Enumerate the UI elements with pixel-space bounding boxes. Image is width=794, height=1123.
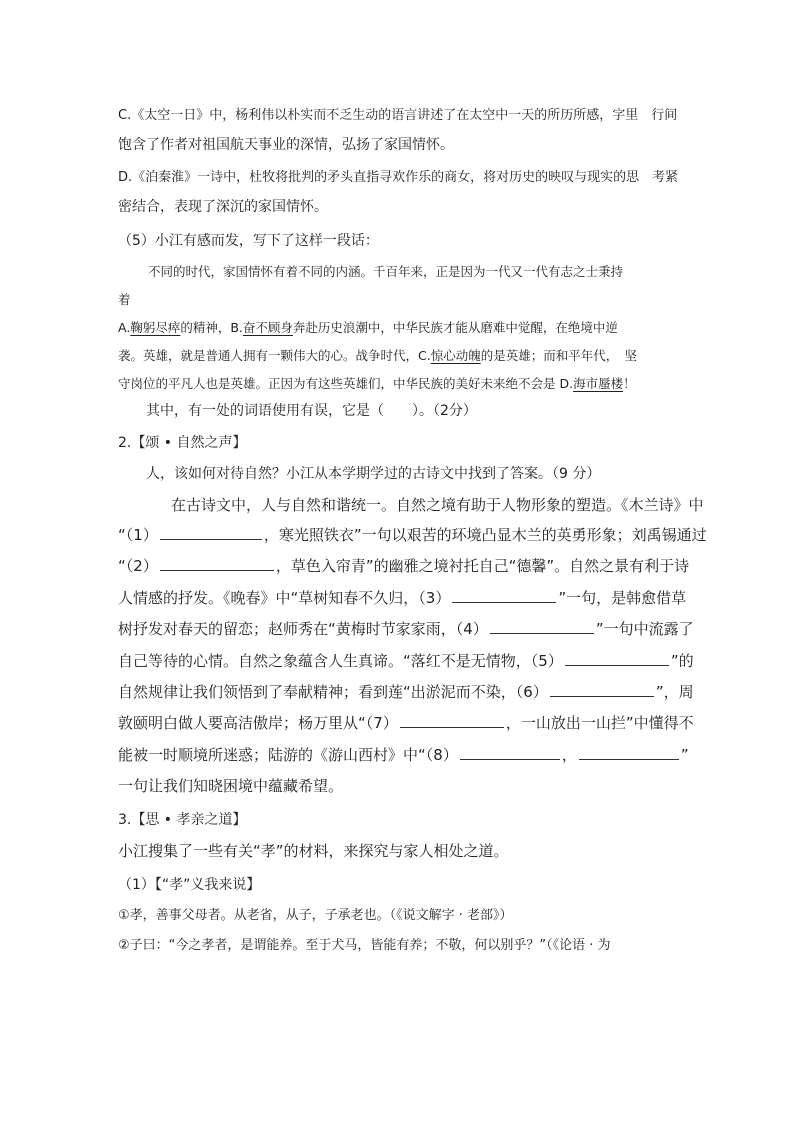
section3-intro: 小江搜集了一些有关“孝”的材料，来探究与家人相处之道。 [118,842,509,860]
s2-text: ，一山放出一山拦”中懂得不 [505,714,694,732]
q5-text: 守岗位的平凡人也是英雄。正因为有这些英雄们，中华民族的美好未来绝不会是 D. [118,376,574,391]
s2-text: ， [561,746,577,764]
blank-3[interactable] [452,601,556,603]
blank-7[interactable] [400,726,504,728]
s2-para-line9 [118,744,689,765]
blank-8a[interactable] [460,758,560,760]
blank-5[interactable] [565,664,669,666]
s2-text: ”的 [670,652,694,670]
q5-text: 袭。英雄，就是普通人拥有一颗伟大的心。战争时代，C. [118,348,431,363]
s2-text: ，草色入帘青”的幽雅之境衬托自己“德馨”。自然之景有利于诗 [275,557,690,575]
blank-4[interactable] [490,632,594,634]
s2-text: ”，周 [655,683,694,701]
q5-question: 其中，有一处的词语使用有误，它是（ ）。（2分） [146,403,477,419]
s2-text: ” [680,746,689,764]
option-d-line2: 密结合，表现了深沉的家国情怀。 [118,199,328,215]
s2-text: “（1） [118,526,158,544]
option-b-term: 奋不顾身 [242,320,293,335]
option-d-line1: D.《泊秦淮》一诗中，杜牧将批判的矛头直指寻欢作乐的商女，将对历史的映叹与现实的思 考紧 [118,170,679,185]
s2-text: 自己等待的心情。自然之象蕴含人生真谛。“落红不是无情物，（5） [118,652,563,670]
s2-para-line5 [118,618,694,639]
section2-intro: 人，该如何对待自然？小江从本学期学过的古诗文中找到了答案。（9 分） [146,466,601,482]
option-c-term: 惊心动魄 [430,348,481,363]
section3-item1: ①孝，善事父母者。从老省，从子，子承老也。（《说文解字 · 老部》） [118,908,513,923]
blank-8b[interactable] [579,758,679,760]
section3-heading: 3.【思 • 孝亲之道】 [118,812,247,828]
s2-text: 树抒发对春天的留恋；赵师秀在“黄梅时节家家雨，（4） [118,620,488,638]
s2-para-line1: 在古诗文中，人与自然和谐统一。自然之境有助于人物形象的塑造。《木兰诗》中 [171,496,704,514]
blank-1[interactable] [160,538,262,540]
blank-6[interactable] [550,695,654,697]
option-a-term: 鞠躬尽瘁 [130,320,181,335]
s2-text: 能被一时顺境所迷惑；陆游的《游山西村》中“（8） [118,746,458,764]
s2-para-line10: 一句让我们知晓困境中蕴藏希望。 [118,777,344,795]
q5-text: 的精神，B. [180,320,243,335]
s2-para-line3 [118,555,689,576]
s2-para-line2 [118,524,707,545]
section2-heading: 2.【颂 • 自然之声】 [118,435,247,451]
option-d-term: 海市蜃楼 [573,376,624,391]
s2-text: 人情感的抒发。《晚春》中“草树知春不久归，（3） [118,589,451,607]
s2-text: 自然规律让我们领悟到了奉献精神；看到莲“出淤泥而不染，（6） [118,683,548,701]
s2-text: ，寒光照铁衣”一句以艰苦的环境凸显木兰的英勇形象；刘禹锡通过 [263,526,707,544]
q5-para-line5 [118,374,636,392]
section3-item2: ②子曰：“今之孝者，是谓能养。至于犬马，皆能有养；不敬，何以别乎？”（《论语 · 为 [118,938,611,953]
s2-text: ”一句，是韩愈借草 [558,589,687,607]
blank-2[interactable] [160,569,274,571]
s2-para-line7 [118,681,694,702]
s2-text: ”一句中流露了 [595,620,694,638]
s2-para-line4 [118,587,686,608]
q5-text: ！ [623,376,636,391]
s2-text: “（2） [118,557,158,575]
option-a-label: A. [118,320,131,335]
option-c-line1: C.《太空一日》中，杨利伟以朴实而不乏生动的语言讲述了在太空中一天的所历所感，字里 行间 [118,108,678,123]
q5-para-line1: 不同的时代，家国情怀有着不同的内涵。千百年来，正是因为一代又一代有志之士秉持 [148,264,624,279]
q5-para-line2: 着 [118,292,131,307]
s2-para-line6 [118,650,694,671]
s2-text: 敦颐明白做人要高洁傲岸；杨万里从“（7） [118,714,398,732]
q5-text: 的是英雄；而和平年代， 坚 [480,348,637,363]
q5-para-line4 [118,346,637,364]
s2-para-line8 [118,712,694,733]
q5-para-line3 [118,318,618,336]
option-c-line2: 饱含了作者对祖国航天事业的深情，弘扬了家国情怀。 [118,137,454,153]
q5-prompt: （5）小江有感而发，写下了这样一段话： [118,233,379,249]
section3-sub1: （1）【“孝”义我来说】 [118,877,261,893]
q5-text: 奔赴历史浪潮中，中华民族才能从磨难中觉醒，在绝境中逆 [292,320,618,335]
